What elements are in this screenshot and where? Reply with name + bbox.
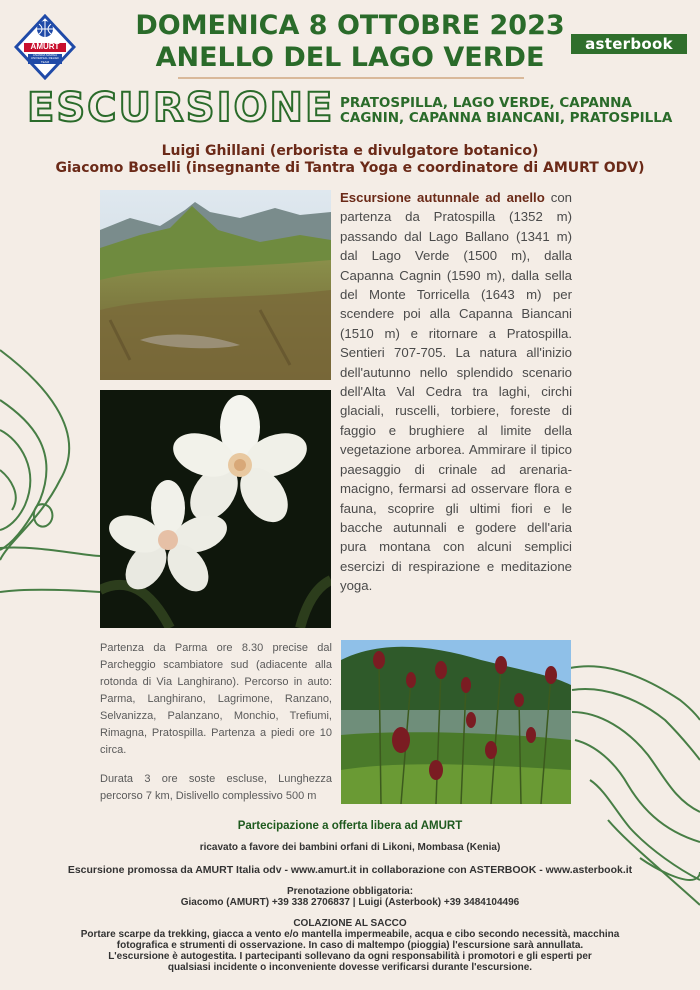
- guide-giacomo: Giacomo Boselli (insegnante di Tantra Yoga e coordinatore di AMURT ODV): [55, 160, 645, 176]
- event-name-title: ANELLO DEL LAGO VERDE: [155, 42, 545, 73]
- equipment-disclaimer: [0, 929, 700, 973]
- duration-info: Durata 3 ore soste escluse, Lunghezza percorso 7 km, Dislivello complessivo 500 m: [100, 773, 332, 802]
- route-summary: PRATOSPILLA, LAGO VERDE, CAPANNA CAGNIN, CAPANNA BIANCANI, PRATOSPILLA: [340, 95, 673, 126]
- lunch-heading: COLAZIONE AL SACCO: [293, 918, 407, 929]
- amurt-logo-text: AMURT: [30, 42, 60, 51]
- note-line-4: qualsiasi incidente o inconveniente dovesse verificarsi durante l'escursione.: [167, 962, 533, 973]
- participation-note: Partecipazione a offerta libera ad AMURT: [237, 820, 463, 832]
- white-flowers-photo: [100, 390, 331, 628]
- asterbook-logo: asterbook: [571, 34, 687, 54]
- escursione-banner: ESCURSIONE: [27, 85, 335, 131]
- note-line-3: L'escursione è autogestita. I partecipanti sollevano da ogni responsabilità i promotori e gli esperti per: [108, 951, 592, 962]
- mountain-landscape-photo: [100, 190, 331, 380]
- excursion-description: [340, 188, 572, 596]
- header-divider: [178, 77, 524, 79]
- amurt-logo-subtext: ANANDA MARGA UNIVERSAL RELIEF TEAM: [30, 53, 60, 64]
- promoted-by-note: Escursione promossa da AMURT Italia odv - www.amurt.it in collaborazione con ASTERBOOK - www.asterbook.it: [67, 864, 633, 876]
- booking-contacts: Giacomo (AMURT) +39 338 2706837 | Luigi (Asterbook) +39 3484104496: [180, 897, 520, 908]
- note-line-1: Portare scarpe da trekking, giacca a vento e/o mantella impermeabile, acqua e cibo secondo necessità, macchina: [80, 929, 620, 940]
- description-body: con partenza da Pratospilla (1352 m) passando dal Lago Ballano (1341 m) dal Lago Verde (1500 m), dalla Capanna Cagnin (1590 m), dalla sella del Monte Torricella (1643 m) per scendere poi alla Capanna Biancani (1510 m) e ritornare a Pratospilla. Sentieri 707-705. La natura all'inizio dell'autunno nello splendido scenario dell'Alta Val Cedra tra laghi, circhi glaciali, ruscelli, torbiere, foreste di faggio e brughiere al limite della vegetazione arborea. Ammirare il tipico paesaggio di crinale ad arenaria-macigno, fermarsi ad osservare flora e fauna, scoprire gli ultimi fiori e le bacche autunnali e godere dell'aria pura montana con alcuni semplici esercizi di respirazione e meditazione yoga.: [340, 190, 572, 594]
- note-line-2: fotografica e strumenti di osservazione. In caso di maltempo (pioggia) l'escursione sarà annullata.: [116, 940, 584, 951]
- booking-title: Prenotazione obbligatoria:: [286, 886, 414, 897]
- description-lead: Escursione autunnale ad anello: [340, 190, 545, 205]
- lake-with-burnet-photo: [341, 640, 571, 804]
- departure-info: Partenza da Parma ore 8.30 precise dal Parcheggio scambiatore sud (adiacente alla rotonda di Via Langhirano). Percorso in auto: Parma, Langhirano, Lagrimone, Ranzano, Selvanizza, Palanzano, Monchio, Trefiumi, Rimagna, Pratospilla. Partenza a piedi ore 10 circa.: [100, 642, 332, 756]
- event-date-title: DOMENICA 8 OTTOBRE 2023: [135, 10, 565, 41]
- proceeds-note: ricavato a favore dei bambini orfani di Likoni, Mombasa (Kenia): [199, 842, 501, 853]
- booking-info: [0, 886, 700, 908]
- amurt-logo: [14, 14, 76, 80]
- guide-luigi: Luigi Ghillani (erborista e divulgatore botanico): [161, 143, 539, 159]
